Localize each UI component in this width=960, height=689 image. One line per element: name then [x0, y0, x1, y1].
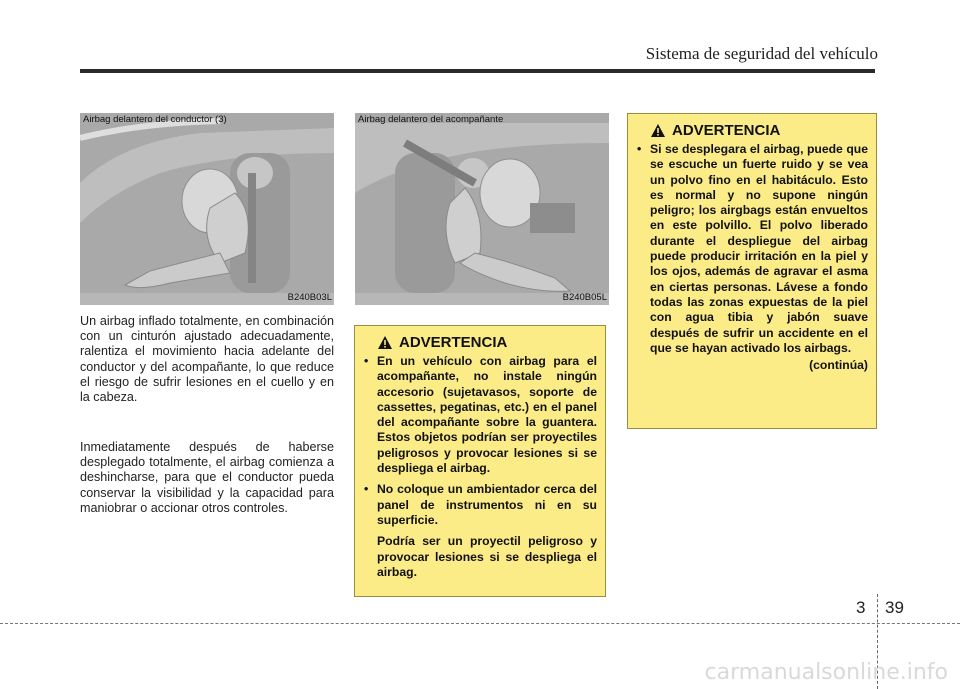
- watermark: carmanualsonline.info: [704, 660, 948, 685]
- figure-caption: Airbag delantero del conductor (3): [83, 114, 227, 125]
- figure-caption: Airbag delantero del acompañante: [358, 114, 504, 125]
- warning-box-powder: [627, 113, 877, 429]
- warning-list: [636, 142, 868, 356]
- body-paragraph: Un airbag inflado totalmente, en combinación con un cinturón ajustado adecuadamente, ralentiza el movimiento hacia adelante del conductor y del acompañante, lo que reduce el riesgo de sufrir lesiones en el cuello y en la cabeza.: [80, 314, 334, 405]
- warning-item: • No coloque un ambientador cerca del panel de instrumentos ni en su superficie.: [364, 482, 597, 527]
- page-header-title: Sistema de seguridad del vehículo: [645, 44, 878, 63]
- figure-code: B240B05L: [562, 292, 607, 303]
- bullet-icon: •: [364, 482, 369, 497]
- figure-code: B240B03L: [287, 292, 332, 303]
- chapter-number: 3: [856, 598, 866, 617]
- warning-title: [377, 334, 597, 351]
- figure-driver-airbag: [80, 113, 334, 305]
- header-rule: [80, 69, 875, 73]
- passenger-airbag-illustration: [355, 113, 609, 305]
- page-number: 39: [885, 598, 904, 617]
- bullet-icon: •: [364, 354, 369, 368]
- figure-passenger-airbag: [355, 113, 609, 305]
- warning-box-passenger: [354, 325, 606, 597]
- warning-title-text: ADVERTENCIA: [672, 122, 781, 139]
- warning-extra-text: Podría ser un proyectil peligroso y provocar lesiones si se despliega el airbag.: [377, 534, 597, 579]
- bullet-icon: •: [637, 142, 642, 156]
- warning-item: • En un vehículo con airbag para el acompañante, no instale ningún accesorio (sujetavasos, soporte de cassettes, pegatinas, etc.) en el panel del acompañante sobre la guantera. Estos objetos podrían ser proyectiles peligrosos y provocar lesiones si se despliega el airbag.: [364, 354, 597, 476]
- warning-list: [363, 354, 597, 528]
- footer-rule: [0, 623, 960, 624]
- driver-airbag-illustration: [80, 113, 334, 305]
- warning-title-text: ADVERTENCIA: [399, 334, 508, 351]
- continued-label: (continúa): [809, 358, 868, 373]
- warning-triangle-icon: [377, 335, 393, 350]
- body-paragraph: Inmediatamente después de haberse desplegado totalmente, el airbag comienza a deshincharse, para que el conductor pueda conservar la visibilidad y la capacidad para maniobrar o accionar otros controles.: [80, 440, 334, 515]
- warning-title: [650, 122, 868, 139]
- warning-triangle-icon: [650, 123, 666, 138]
- warning-item: • Si se desplegara el airbag, puede que se escuche un fuerte ruido y se vea un polvo fino en el habitáculo. Esto es normal y no supone ningún peligro; los airgbags están envueltos en este polvillo. El polvo liberado durante el despliegue del airbag puede producir irritación en la piel y los ojos, además de agravar el asma en ciertas personas. Lávese a fondo todas las zonas expuestas de la piel con agua tibia y jabón suave después de sufrir un accidente en el que se hayan activado los airbags.: [637, 142, 868, 355]
